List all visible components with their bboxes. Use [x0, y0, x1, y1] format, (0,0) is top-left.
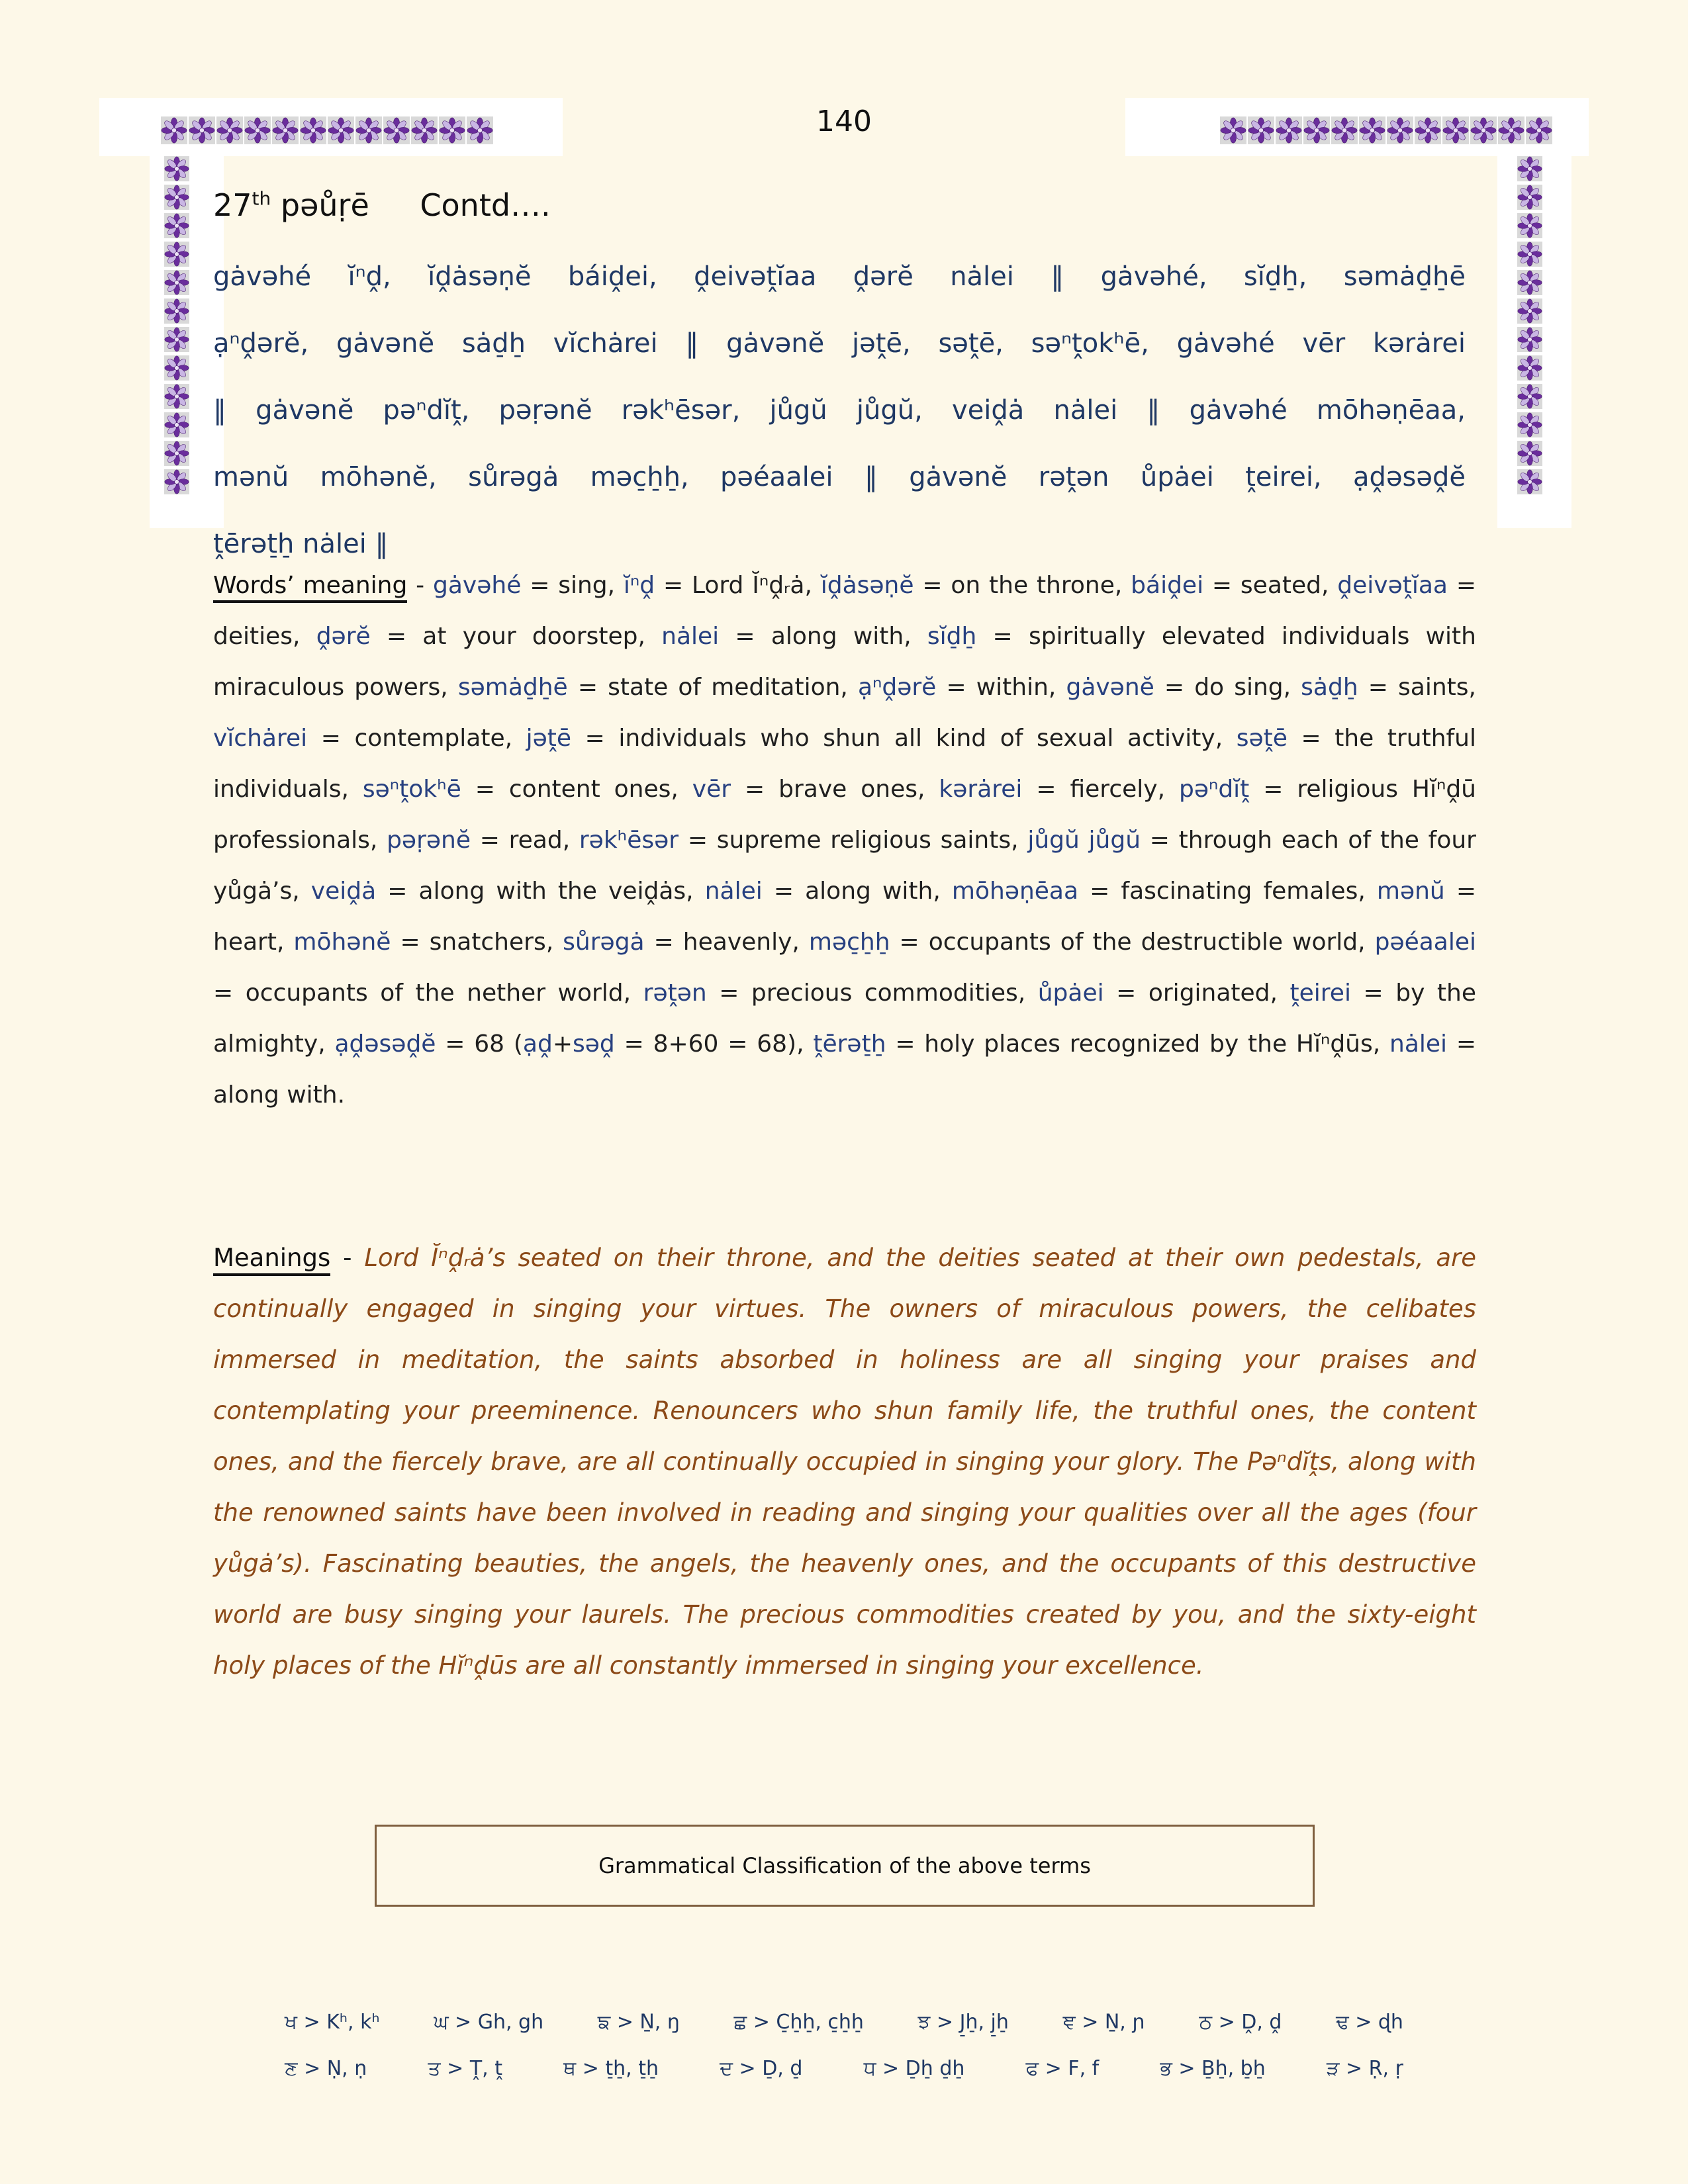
transliterated-term: kərȧrei [939, 776, 1023, 803]
letter-map-item: ਝ > J̠h̠, j̠h̠ [917, 2011, 1009, 2034]
transliterated-term: pəⁿdĭṱ [1178, 776, 1250, 803]
term-definition: = occupants of the destructible world, [890, 929, 1375, 956]
flower-border-left [164, 156, 189, 494]
letter-map-item: ਫ > F, f [1025, 2057, 1100, 2080]
term-definition: = along with, [762, 878, 952, 905]
transliterated-term: ḓərĕ [316, 623, 371, 650]
meanings-paragraph [213, 1232, 1476, 1691]
flower-ornament-icon [164, 298, 189, 324]
flower-ornament-cell [1517, 384, 1542, 409]
verse-line: ‖ gȧvənĕ pəⁿdĭṱ, pəṛənĕ rəkʰēsər, jůgŭ jůgŭ, veiḓȧ nȧlei ‖ gȧvəhé mōhəṇēaa, [213, 395, 1466, 426]
pauri-number: 27 [213, 187, 252, 223]
flower-ornament-cell [1220, 116, 1246, 144]
transliterated-term: nȧlei [1389, 1030, 1448, 1058]
flower-ornament-icon [164, 327, 189, 352]
flower-ornament-icon [164, 213, 189, 238]
term-definition: = precious commodities, [706, 979, 1038, 1007]
transliterated-term: sȧd̠h̠ [1301, 674, 1358, 701]
term-definition: = contemplate, [307, 725, 526, 752]
page-number: 140 [816, 105, 872, 138]
term-definition: = the truthful individuals, [213, 725, 1476, 803]
term-definition: = by the almighty, [213, 979, 1476, 1058]
letter-map-item: ਣ > Ṇ, ṇ [285, 2057, 367, 2080]
term-definition: = within, [936, 674, 1066, 701]
term-definition: = along with. [213, 1030, 1477, 1109]
flower-ornament-cell [1359, 116, 1385, 144]
transliterated-term: sĭd̠h̠ [927, 623, 977, 650]
term-definition: = religious Hĭⁿḓū professionals, [213, 776, 1476, 854]
flower-ornament-cell [164, 384, 189, 409]
term-definition: = spiritually elevated individuals with miraculous powers, [213, 623, 1476, 701]
letter-map-row-1 [285, 2011, 1403, 2034]
transliterated-term: báiḓei [1131, 572, 1204, 599]
flower-ornament-cell [164, 441, 189, 466]
transliterated-term: səⁿṱokʰē [362, 776, 461, 803]
term-definition: = occupants of the nether world, [213, 979, 643, 1007]
term-definition: = through each of the four yůgȧ’s, [213, 827, 1476, 905]
flower-ornament-cell [1303, 116, 1330, 144]
flower-ornament-icon [164, 441, 189, 466]
flower-ornament-cell [1415, 116, 1441, 144]
flower-ornament-icon [1331, 116, 1358, 144]
transliterated-term: mōhənĕ [293, 929, 391, 956]
words-meaning-paragraph [213, 560, 1476, 1120]
flower-ornament-cell [1517, 327, 1542, 352]
flower-ornament-icon [1415, 116, 1441, 144]
flower-ornament-cell [216, 116, 243, 144]
flower-ornament-icon [1303, 116, 1330, 144]
transliterated-term: ĭⁿḓ [623, 572, 655, 599]
flower-ornament-cell [1517, 441, 1542, 466]
words-meaning-separator: - [407, 572, 434, 599]
flower-ornament-cell [1442, 116, 1469, 144]
flower-ornament-cell [164, 242, 189, 267]
flower-ornament-icon [1517, 469, 1542, 494]
flower-ornament-cell [161, 116, 187, 144]
flower-ornament-icon [1276, 116, 1302, 144]
term-definition: = heart, [213, 878, 1477, 956]
term-definition: = along with the veiḓȧs, [376, 878, 705, 905]
flower-ornament-icon [164, 242, 189, 267]
term-definition: = do sing, [1154, 674, 1301, 701]
transliterated-term: jəṱē [526, 725, 572, 752]
flower-ornament-icon [300, 116, 326, 144]
transliterated-term: rəṱən [643, 979, 707, 1007]
flower-ornament-cell [244, 116, 271, 144]
letter-map-item: ੜ > Ṛ, ṛ [1326, 2057, 1403, 2080]
transliterated-term: jůgŭ jůgŭ [1027, 827, 1141, 854]
term-definition: = read, [470, 827, 579, 854]
flower-ornament-cell [300, 116, 326, 144]
flower-ornament-icon [1517, 185, 1542, 210]
term-definition: = holy places recognized by the Hĭⁿḓūs, [886, 1030, 1390, 1058]
transliterated-term: vēr [692, 776, 731, 803]
flower-ornament-icon [244, 116, 271, 144]
flower-ornament-cell [1517, 412, 1542, 437]
flower-ornament-cell [1517, 298, 1542, 324]
flower-ornament-cell [383, 116, 410, 144]
flower-ornament-cell [164, 156, 189, 181]
letter-map-item: ਠ > Ḓ, ḓ [1199, 2011, 1282, 2034]
term-definition: = originated, [1103, 979, 1290, 1007]
flower-ornament-cell [467, 116, 493, 144]
letter-map-item: ਞ > Ṉ, ɲ [1062, 2011, 1145, 2034]
meanings-separator: - [330, 1244, 365, 1272]
flower-ornament-icon [328, 116, 354, 144]
transliterated-term: gȧvəhé [433, 572, 522, 599]
transliterated-term: pəṛənĕ [387, 827, 471, 854]
transliterated-term: mənŭ [1376, 878, 1445, 905]
flower-ornament-icon [1442, 116, 1469, 144]
transliterated-term: məc̠h̠h̠ [808, 929, 890, 956]
flower-ornament-cell [272, 116, 299, 144]
grammar-classification-box [375, 1825, 1315, 1907]
section-heading [213, 187, 551, 223]
flower-ornament-icon [164, 412, 189, 437]
flower-ornament-cell [1517, 185, 1542, 210]
flower-ornament-cell [328, 116, 354, 144]
flower-ornament-icon [411, 116, 438, 144]
flower-ornament-icon [1517, 384, 1542, 409]
term-definition: = at your doorstep, [370, 623, 662, 650]
flower-ornament-icon [1387, 116, 1413, 144]
flower-ornament-cell [1517, 469, 1542, 494]
term-definition: = sing, [521, 572, 624, 599]
flower-ornament-cell [1526, 116, 1552, 144]
transliterated-term: vĭchȧrei [213, 725, 308, 752]
flower-ornament-cell [439, 116, 465, 144]
flower-ornament-icon [1517, 156, 1542, 181]
flower-ornament-icon [164, 156, 189, 181]
flower-ornament-icon [272, 116, 299, 144]
letter-map-item: ਢ > ɖh [1336, 2011, 1403, 2034]
flower-ornament-icon [1517, 355, 1542, 381]
flower-ornament-cell [164, 355, 189, 381]
letter-map-item: ਖ > Kʰ, kʰ [285, 2011, 380, 2034]
term-definition: = brave ones, [731, 776, 939, 803]
flower-ornament-cell [355, 116, 382, 144]
transliterated-term: səṱē [1236, 725, 1288, 752]
flower-ornament-icon [1517, 441, 1542, 466]
flower-border-top-left [161, 116, 493, 144]
flower-ornament-icon [1470, 116, 1497, 144]
verse-line: gȧvəhé ĭⁿḓ, ĭḓȧsəṇĕ báiḓei, ḓeivəṱĭaa ḓərĕ nȧlei ‖ gȧvəhé, sĭd̠h̠, səmȧd̠h̠ē [213, 261, 1466, 292]
flower-ornament-icon [164, 185, 189, 210]
term-definition: = fascinating females, [1078, 878, 1377, 905]
term-definition: = Lord Ĭⁿḓᵣȧ, [655, 572, 821, 599]
flower-ornament-cell [1331, 116, 1358, 144]
transliterated-term: ůpȧei [1037, 979, 1104, 1007]
flower-ornament-cell [164, 327, 189, 352]
flower-ornament-cell [1387, 116, 1413, 144]
flower-ornament-cell [1248, 116, 1274, 144]
flower-ornament-icon [1248, 116, 1274, 144]
flower-ornament-icon [1526, 116, 1552, 144]
term-definition: = 8+60 = 68), [614, 1030, 814, 1058]
term-definition: = content ones, [461, 776, 692, 803]
flower-ornament-icon [164, 270, 189, 295]
letter-map-item: ਙ > Ṉ, ŋ [597, 2011, 680, 2034]
meanings-label: Meanings [213, 1244, 330, 1276]
flower-ornament-cell [164, 213, 189, 238]
transliterated-term: ạⁿḓərĕ [857, 674, 937, 701]
transliterated-term: mōhəṇēaa [951, 878, 1079, 905]
letter-map-item: ਛ > C̠h̠h̠, c̠h̠h̠ [733, 2011, 864, 2034]
flower-ornament-icon [189, 116, 215, 144]
flower-ornament-icon [439, 116, 465, 144]
verse-line: ṱērət̠h̠ nȧlei ‖ [213, 529, 389, 559]
transliterated-term: ṱērət̠h̠ [813, 1030, 886, 1058]
term-definition: = deities, [213, 572, 1476, 650]
flower-ornament-cell [164, 298, 189, 324]
transliterated-term: ĭḓȧsəṇĕ [820, 572, 914, 599]
transliterated-term: nȧlei [661, 623, 720, 650]
flower-ornament-cell [189, 116, 215, 144]
flower-ornament-cell [1470, 116, 1497, 144]
transliterated-term: səḓ [573, 1030, 615, 1058]
transliterated-term: nȧlei [704, 878, 763, 905]
flower-ornament-icon [383, 116, 410, 144]
flower-ornament-icon [164, 469, 189, 494]
flower-ornament-icon [1517, 298, 1542, 324]
transliterated-term: ḓeivəṱĭaa [1337, 572, 1448, 599]
transliterated-term: sůrəgȧ [563, 929, 645, 956]
flower-ornament-icon [1517, 327, 1542, 352]
term-definition: = along with, [719, 623, 927, 650]
verse-transliteration [213, 244, 1466, 578]
flower-border-top-right [1220, 116, 1552, 144]
flower-ornament-icon [1517, 242, 1542, 267]
transliterated-term: ạḓəsəḓĕ [334, 1030, 436, 1058]
term-definition: = fiercely, [1022, 776, 1179, 803]
letter-map-item: ਭ > B̠h̠, b̠h̠ [1160, 2057, 1266, 2080]
term-definition: + [552, 1030, 573, 1058]
flower-ornament-cell [1517, 213, 1542, 238]
grammar-box-title: Grammatical Classification of the above terms [598, 1853, 1091, 1878]
flower-ornament-cell [1517, 355, 1542, 381]
flower-ornament-cell [164, 469, 189, 494]
flower-ornament-icon [1517, 412, 1542, 437]
term-definition: = saints, [1358, 674, 1476, 701]
letter-map-item: ਤ > Ṱ, ṱ [428, 2057, 502, 2080]
flower-ornament-cell [164, 270, 189, 295]
flower-ornament-icon [164, 384, 189, 409]
flower-ornament-icon [355, 116, 382, 144]
transliterated-term: səmȧd̠h̠ē [457, 674, 568, 701]
letter-map-row-2 [285, 2057, 1403, 2080]
flower-ornament-icon [161, 116, 187, 144]
letter-map-item: ਥ > t̠h̠, t̠h̠ [563, 2057, 659, 2080]
term-definition: = heavenly, [644, 929, 809, 956]
flower-ornament-cell [1276, 116, 1302, 144]
flower-ornament-cell [1517, 270, 1542, 295]
transliterated-term: gȧvənĕ [1066, 674, 1154, 701]
flower-ornament-icon [164, 355, 189, 381]
flower-ornament-cell [164, 412, 189, 437]
letter-map-item: ਘ > Gh, gh [434, 2011, 544, 2034]
transliterated-term: rəkʰēsər [579, 827, 679, 854]
letter-map-item: ਧ > D̠h̠ d̠h̠ [863, 2057, 965, 2080]
letter-map-item: ਦ > D̠, d̠ [720, 2057, 803, 2080]
flower-ornament-cell [164, 185, 189, 210]
flower-ornament-cell [411, 116, 438, 144]
meanings-text: Lord Ĭⁿḓᵣȧ’s seated on their throne, and the deities seated at their own pedestals, are continually engaged in singing your virtues. The owners of miraculous powers, the celibates immersed in meditation, the saints absorbed in holiness are all singing your praises and contemplating your preeminence. Renouncers who shun family life, the truthful ones, the content ones, and the fiercely brave, are all continually occupied in singing your glory. The Pəⁿdĭṱs, along with the renowned saints have been involved in reading and singing your qualities over all the ages (four yůgȧ’s). Fascinating beauties, the angels, the heavenly ones, and the occupants of this destructive world are busy singing your laurels. The precious commodities created by you, and the sixty-eight holy places of the Hĭⁿḓūs are all constantly immersed in singing your excellence. [213, 1244, 1476, 1680]
pauri-title: pəůṛē [280, 187, 369, 223]
flower-ornament-icon [1517, 270, 1542, 295]
term-definition: = individuals who shun all kind of sexual activity, [571, 725, 1237, 752]
flower-ornament-icon [1498, 116, 1524, 144]
transliterated-term: ạḓ [522, 1030, 553, 1058]
term-definition: = seated, [1203, 572, 1338, 599]
words-meaning-label: Words’ meaning [213, 572, 407, 603]
contd-label: Contd…. [420, 187, 551, 223]
term-definition: = supreme religious saints, [679, 827, 1028, 854]
flower-ornament-cell [1498, 116, 1524, 144]
term-definition: = snatchers, [391, 929, 563, 956]
flower-ornament-icon [216, 116, 243, 144]
flower-ornament-icon [467, 116, 493, 144]
flower-ornament-cell [1517, 242, 1542, 267]
flower-ornament-icon [1359, 116, 1385, 144]
flower-border-right [1517, 156, 1542, 494]
term-definition: = 68 ( [436, 1030, 523, 1058]
term-definition: = state of meditation, [567, 674, 858, 701]
flower-ornament-cell [1517, 156, 1542, 181]
transliterated-term: ṱeirei [1289, 979, 1351, 1007]
pauri-ordinal: th [252, 187, 271, 210]
verse-line: mənŭ mōhənĕ, sůrəgȧ məc̠h̠h̠, pəéaalei ‖ gȧvənĕ rəṱən ůpȧei ṱeirei, ạḓəsəḓĕ [213, 462, 1466, 492]
term-definition: = on the throne, [914, 572, 1131, 599]
transliterated-term: veiḓȧ [310, 878, 377, 905]
flower-ornament-icon [1220, 116, 1246, 144]
verse-line: ạⁿḓərĕ, gȧvənĕ sȧd̠h̠ vĭchȧrei ‖ gȧvənĕ jəṱē, səṱē, səⁿṱokʰē, gȧvəhé vēr kərȧrei [213, 328, 1466, 359]
flower-ornament-icon [1517, 213, 1542, 238]
transliterated-term: pəéaalei [1374, 929, 1477, 956]
